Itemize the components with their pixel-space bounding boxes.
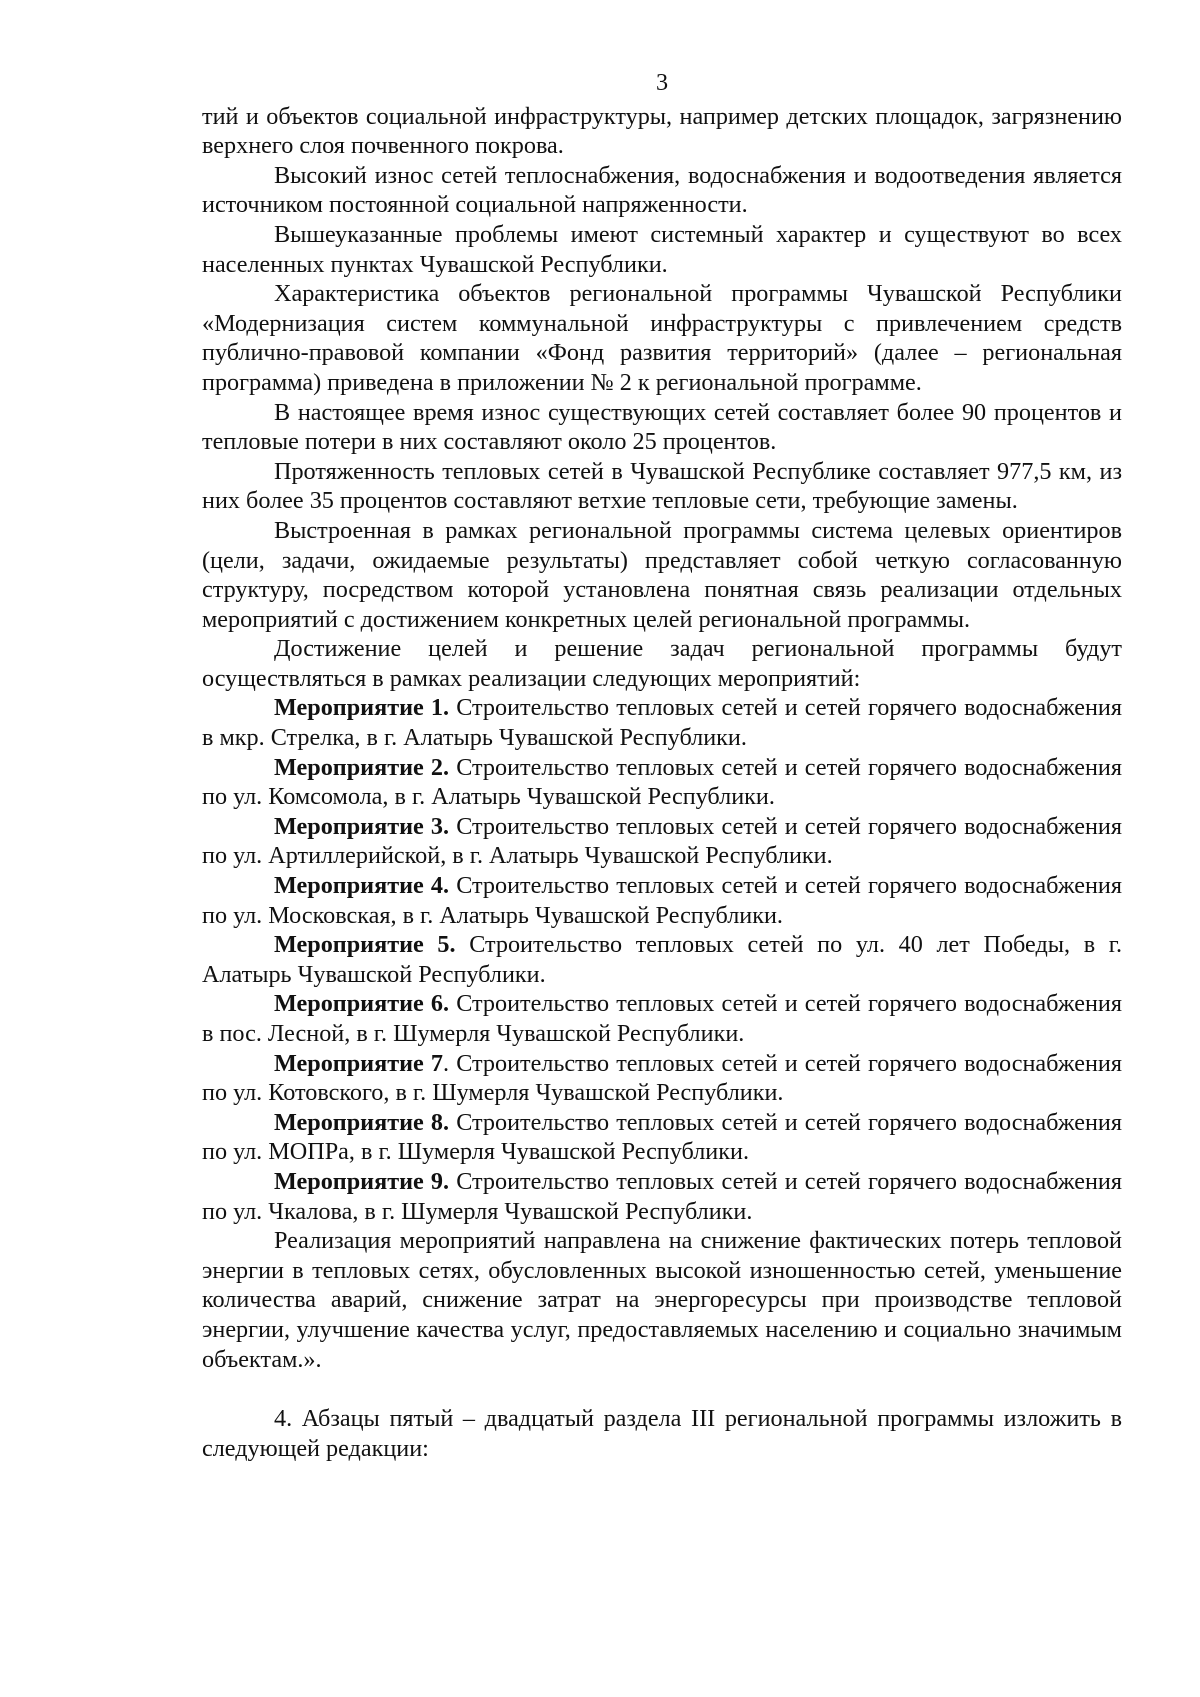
event-item (202, 1108, 1122, 1167)
event-item (202, 930, 1122, 989)
event-title: Мероприятие 9. (274, 1167, 450, 1195)
event-text: Строительство тепловых сетей по ул. 40 лет Победы, в г. Алатырь Чувашской Республики. (202, 931, 1122, 988)
event-title: Мероприятие 8. (274, 1108, 450, 1136)
paragraph-network-length: Протяженность тепловых сетей в Чувашской Республике составляет 977,5 км, из них более 35 процентов составляют ветхие тепловые сети, требующие замены. (202, 457, 1122, 515)
event-text: Строительство тепловых сетей и сетей горячего водоснабжения по ул. Комсомола, в г. Алатырь Чувашской Республики. (202, 753, 1122, 811)
event-text: Строительство тепловых сетей и сетей горячего водоснабжения по ул. Артиллерийской, в г. Алатырь Чувашской Республики. (202, 812, 1122, 870)
event-title: Мероприятие 7 (274, 1049, 443, 1077)
event-item (202, 871, 1122, 930)
event-text: Строительство тепловых сетей и сетей горячего водоснабжения в пос. Лесной, в г. Шумерля Чувашской Республики. (202, 990, 1122, 1047)
paragraph-target-system: Выстроенная в рамках региональной программы система целевых ориентиров (цели, задачи, ожидаемые результаты) представляет собой четкую согласованную структуру, посредством которой установлена понятная связь реализации отдельных мероприятий с достижением конкретных целей региональной программы. (202, 516, 1122, 633)
event-item (202, 753, 1122, 812)
page-number: 3 (655, 69, 669, 96)
event-item (202, 1049, 1122, 1108)
paragraph-systemic-problems: Вышеуказанные проблемы имеют системный характер и существуют во всех населенных пунктах Чувашской Республики. (202, 220, 1122, 278)
paragraph-amendment: 4. Абзацы пятый – двадцатый раздела III региональной программы изложить в следующей редакции: (202, 1405, 1122, 1462)
event-item (202, 1167, 1122, 1226)
event-text: Строительство тепловых сетей и сетей горячего водоснабжения по ул. МОПРа, в г. Шумерля Чувашской Республики. (202, 1108, 1122, 1166)
section-spacer (202, 1374, 1122, 1404)
paragraph-closing: Реализация мероприятий направлена на снижение фактических потерь тепловой энергии в тепловых сетях, обусловленных высокой изношенностью сетей, уменьшение количества аварий, снижение затрат на энергоресурсы при производстве тепловой энергии, улучшение качества услуг, предоставляемых населению и социально значимым объектам.». (202, 1227, 1122, 1373)
paragraph-network-wear: Высокий износ сетей теплоснабжения, водоснабжения и водоотведения является источником постоянной социальной напряженности. (202, 161, 1122, 219)
event-title: Мероприятие 6. (274, 990, 450, 1018)
event-text: . Строительство тепловых сетей и сетей горячего водоснабжения по ул. Котовского, в г. Шумерля Чувашской Республики. (202, 1049, 1122, 1107)
event-text: Строительство тепловых сетей и сетей горячего водоснабжения в мкр. Стрелка, в г. Алатырь Чувашской Республики. (202, 694, 1122, 752)
document-page (202, 68, 1122, 1463)
event-item (202, 989, 1122, 1048)
paragraph-continuation: тий и объектов социальной инфраструктуры, например детских площадок, загрязнению верхнего слоя почвенного покрова. (202, 102, 1122, 160)
event-item (202, 812, 1122, 871)
paragraph-program-objects: Характеристика объектов региональной программы Чувашской Республики «Модернизация систем коммунальной инфраструктуры с привлечением средств публично-правовой компании «Фонд развития территорий» (далее – региональная программа) приведена в приложении № 2 к региональной программе. (202, 280, 1122, 396)
event-text: Строительство тепловых сетей и сетей горячего водоснабжения по ул. Чкалова, в г. Шумерля Чувашской Республики. (202, 1167, 1122, 1225)
event-title: Мероприятие 3. (274, 812, 450, 840)
event-item (202, 693, 1122, 752)
event-text: Строительство тепловых сетей и сетей горячего водоснабжения по ул. Московская, в г. Алатырь Чувашской Республики. (202, 872, 1122, 929)
event-title: Мероприятие 4. (274, 872, 450, 900)
paragraph-current-wear: В настоящее время износ существующих сетей составляет более 90 процентов и тепловые потери в них составляют около 25 процентов. (202, 398, 1122, 456)
paragraph-events-intro: Достижение целей и решение задач региональной программы будут осуществляться в рамках реализации следующих мероприятий: (202, 635, 1122, 692)
event-title: Мероприятие 2. (274, 753, 450, 781)
event-title: Мероприятие 5. (274, 931, 456, 959)
event-title: Мероприятие 1. (274, 694, 450, 722)
